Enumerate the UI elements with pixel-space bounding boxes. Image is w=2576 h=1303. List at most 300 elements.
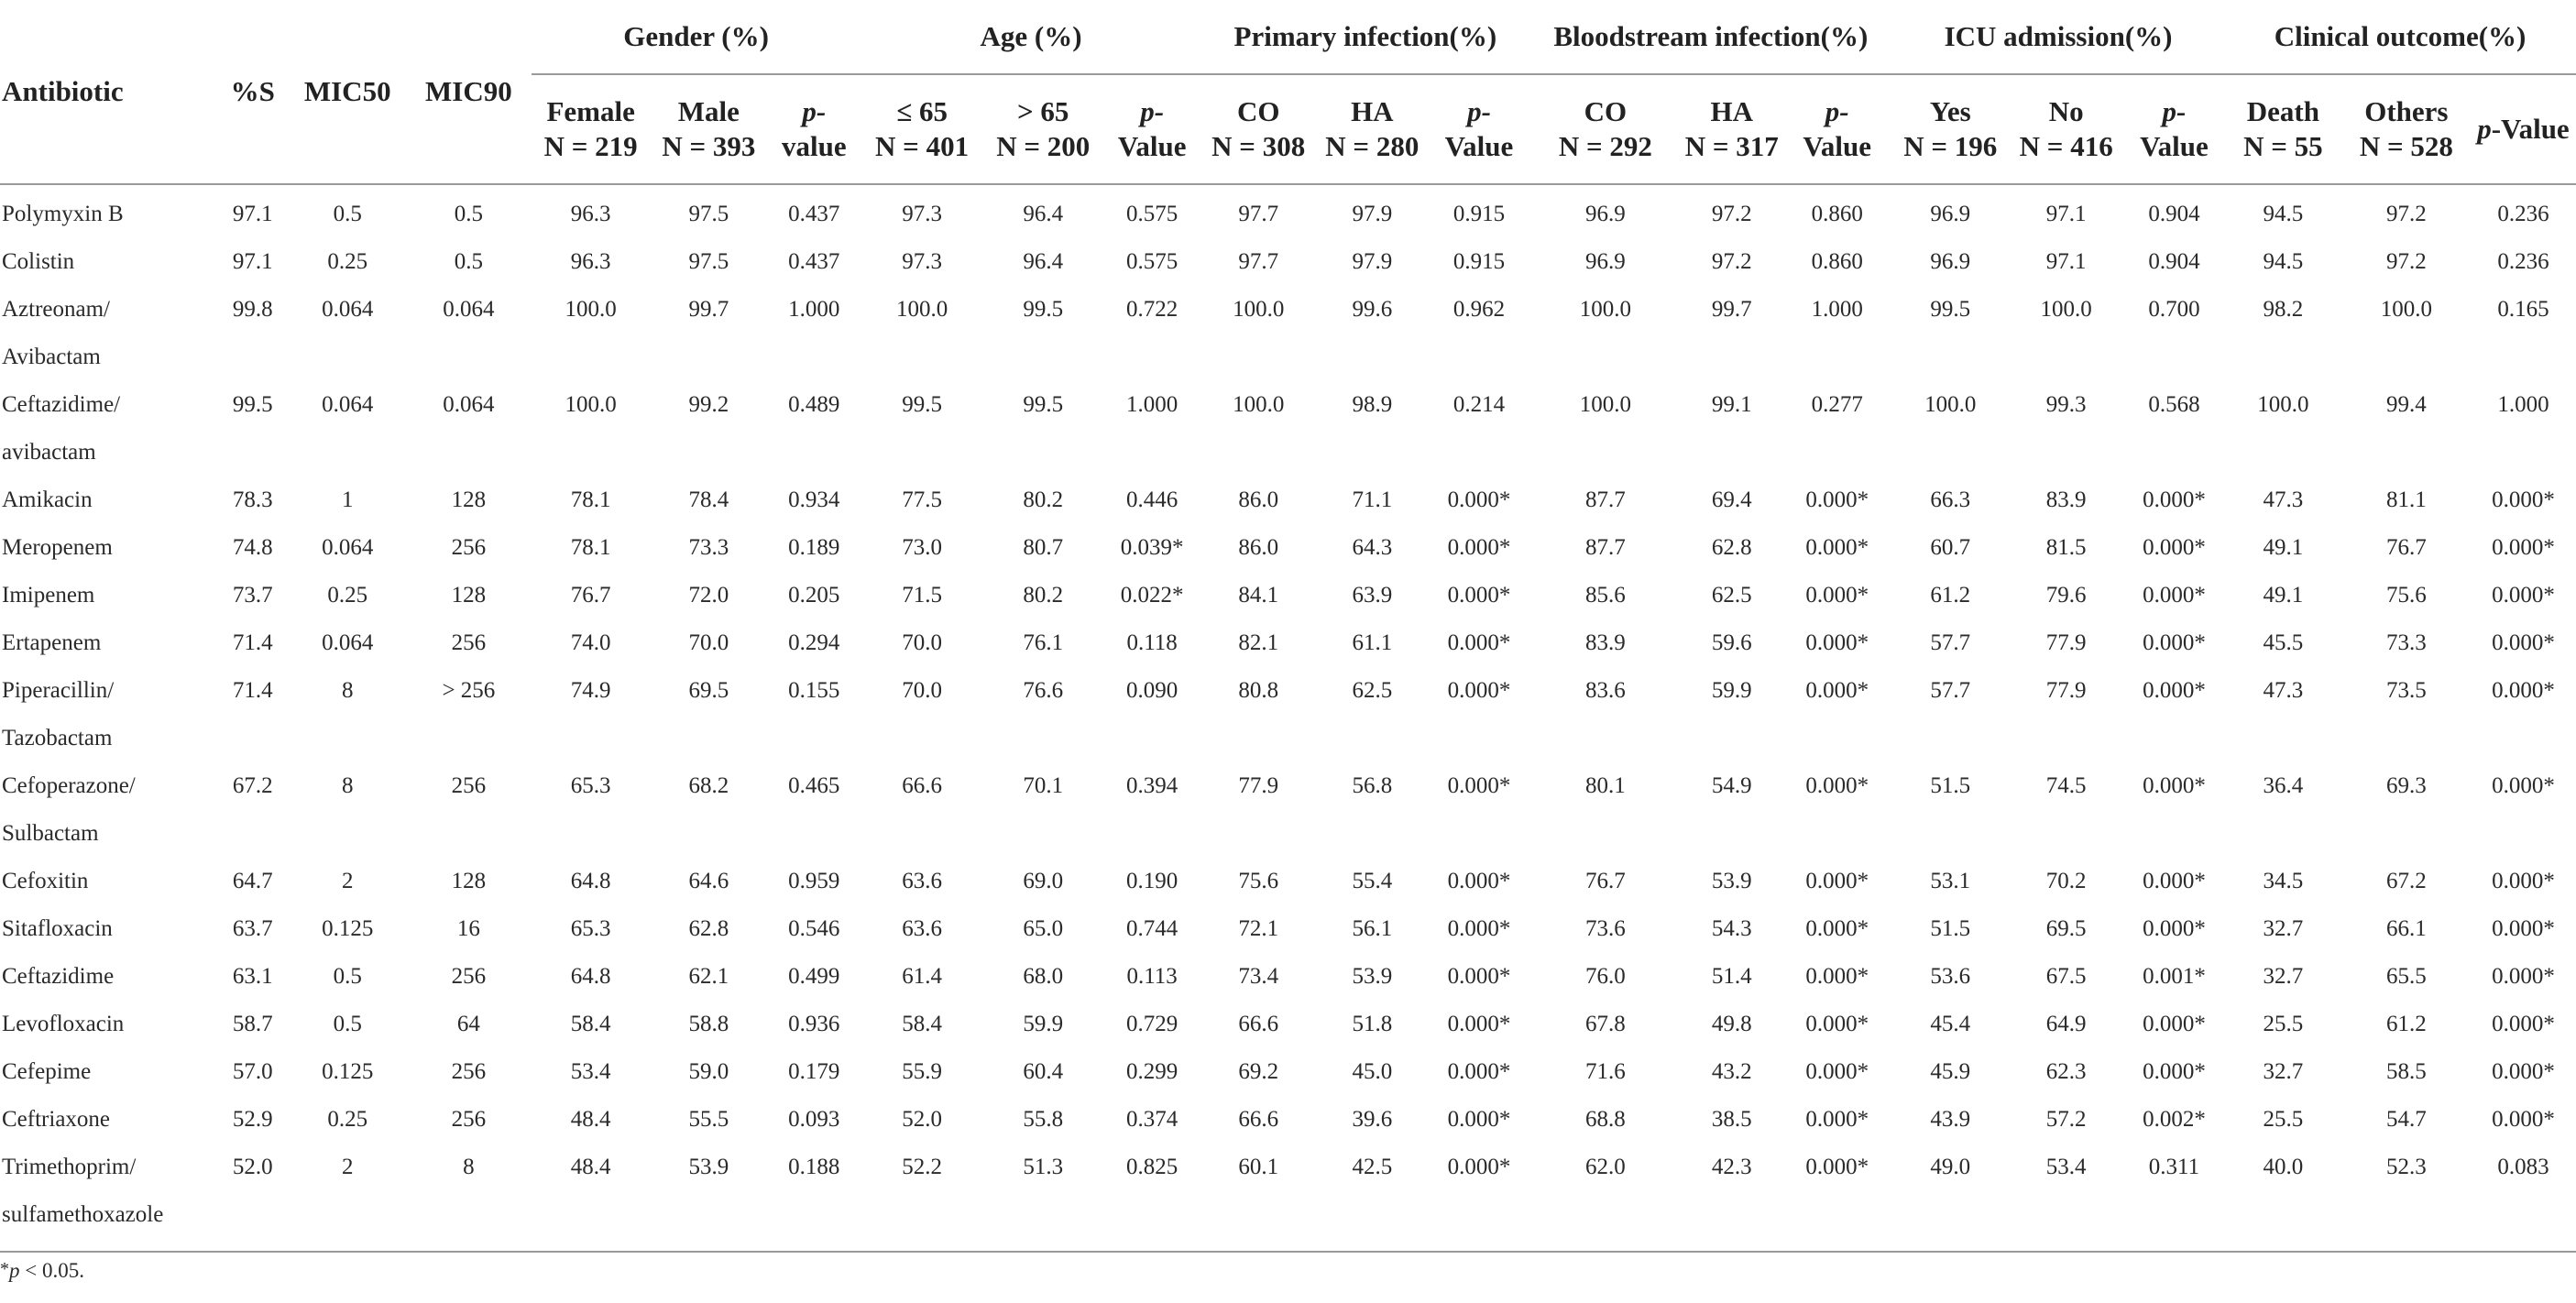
value-cell: 97.9	[1352, 249, 1393, 274]
value-cell: 99.6	[1352, 297, 1393, 322]
table-row	[0, 1048, 2576, 1096]
value-cell: 8	[463, 1155, 475, 1179]
value-cell: 82.1	[1238, 630, 1279, 655]
value-cell: 99.2	[688, 392, 729, 417]
value-cell: 78.3	[232, 487, 273, 512]
header-group-bloodstream-infection: Bloodstream infection(%)	[1529, 0, 1892, 74]
header-primary-ha: HA N = 280	[1315, 74, 1429, 184]
value-cell: 59.6	[1711, 630, 1752, 655]
value-cell: 0.064	[322, 392, 374, 417]
value-cell: 0.064	[443, 392, 495, 417]
value-cell: 47.3	[2263, 487, 2304, 512]
value-cell: 62.5	[1711, 583, 1752, 608]
value-cell: 0.000*	[1447, 1012, 1511, 1036]
value-cell: 97.3	[902, 202, 942, 226]
value-cell: 70.0	[902, 678, 942, 703]
value-cell: 0.188	[788, 1155, 840, 1179]
value-cell: 0.000*	[2143, 583, 2206, 608]
header-blood-p-value: p- Value	[1781, 74, 1892, 184]
value-cell: 80.2	[1023, 487, 1064, 512]
value-cell: 0.118	[1126, 630, 1178, 655]
value-cell: 60.1	[1238, 1155, 1279, 1179]
value-cell: 52.3	[2385, 1155, 2427, 1179]
table-row	[0, 286, 2576, 381]
value-cell: 70.0	[688, 630, 729, 655]
value-cell: 63.6	[902, 869, 942, 893]
value-cell: 51.5	[1930, 916, 1971, 941]
value-cell: 1.000	[1811, 297, 1863, 322]
value-cell: 0.000*	[1447, 630, 1511, 655]
value-cell: 97.2	[2385, 202, 2427, 226]
value-cell: 0.000*	[2143, 678, 2206, 703]
value-cell: 99.7	[688, 297, 729, 322]
value-cell: 97.7	[1238, 249, 1279, 274]
value-cell: 97.1	[232, 249, 273, 274]
value-cell: 0.25	[327, 583, 368, 608]
value-cell: 128	[451, 487, 487, 512]
header-blood-ha: HA N = 317	[1682, 74, 1781, 184]
table-row	[0, 858, 2576, 905]
value-cell: 67.2	[2385, 869, 2427, 893]
value-cell: 78.1	[570, 487, 611, 512]
value-cell: 128	[451, 869, 487, 893]
value-cell: 87.7	[1585, 535, 1626, 560]
value-cell: 0.489	[788, 392, 840, 417]
value-cell: 84.1	[1238, 583, 1279, 608]
value-cell: 0.934	[788, 487, 840, 512]
value-cell: 69.5	[2045, 916, 2087, 941]
value-cell: 0.205	[788, 583, 840, 608]
value-cell: 66.1	[2385, 916, 2427, 941]
header-others: Others N = 528	[2342, 74, 2471, 184]
value-cell: 72.1	[1238, 916, 1279, 941]
value-cell: 99.5	[232, 392, 273, 417]
value-cell: 86.0	[1238, 535, 1279, 560]
value-cell: 55.8	[1023, 1107, 1064, 1132]
value-cell: 256	[451, 535, 487, 560]
value-cell: 69.4	[1711, 487, 1752, 512]
value-cell: 73.3	[2385, 630, 2427, 655]
value-cell: 2	[341, 869, 354, 893]
value-cell: 99.5	[1930, 297, 1971, 322]
value-cell: 72.0	[688, 583, 729, 608]
value-cell: 0.860	[1811, 202, 1863, 226]
value-cell: 40.0	[2263, 1155, 2304, 1179]
value-cell: 0.000*	[1805, 487, 1869, 512]
value-cell: 0.000*	[1805, 916, 1869, 941]
value-cell: 99.5	[902, 392, 942, 417]
value-cell: 0.001*	[2143, 964, 2206, 989]
value-cell: 47.3	[2263, 678, 2304, 703]
value-cell: 100.0	[565, 297, 617, 322]
value-cell: 0.000*	[2143, 535, 2206, 560]
value-cell: 69.5	[688, 678, 729, 703]
value-cell: 38.5	[1711, 1107, 1752, 1132]
value-cell: 70.0	[902, 630, 942, 655]
header-age-p-value: p- Value	[1102, 74, 1201, 184]
value-cell: 0.446	[1126, 487, 1178, 512]
value-cell: 0.000*	[2492, 583, 2555, 608]
value-cell: 0.5	[454, 202, 483, 226]
value-cell: 0.25	[327, 249, 368, 274]
value-cell: 86.0	[1238, 487, 1279, 512]
value-cell: 64.8	[570, 964, 611, 989]
value-cell: 0.000*	[2143, 1012, 2206, 1036]
value-cell: 57.7	[1930, 678, 1971, 703]
table-row	[0, 667, 2576, 762]
value-cell: 80.1	[1585, 773, 1626, 798]
value-cell: 63.9	[1352, 583, 1393, 608]
value-cell: 100.0	[895, 297, 948, 322]
value-cell: 0.000*	[2492, 1107, 2555, 1132]
value-cell: 97.1	[2045, 202, 2087, 226]
value-cell: 0.000*	[2492, 773, 2555, 798]
value-cell: 0.904	[2148, 202, 2200, 226]
header-percent-s: %S	[216, 0, 290, 184]
value-cell: 100.0	[1924, 392, 1977, 417]
table-row	[0, 1144, 2576, 1239]
value-cell: 58.7	[232, 1012, 273, 1036]
value-cell: 71.4	[232, 678, 273, 703]
value-cell: 53.6	[1930, 964, 1971, 989]
table-bottom-rule	[0, 1251, 2576, 1253]
value-cell: 63.6	[902, 916, 942, 941]
table-body	[0, 184, 2576, 1239]
value-cell: 97.9	[1352, 202, 1393, 226]
value-cell: 0.064	[322, 630, 374, 655]
value-cell: 0.179	[788, 1059, 840, 1084]
value-cell: 0.083	[2497, 1155, 2549, 1179]
value-cell: 70.1	[1023, 773, 1064, 798]
value-cell: 45.4	[1930, 1012, 1971, 1036]
header-death: Death N = 55	[2224, 74, 2342, 184]
value-cell: 0.000*	[1447, 773, 1511, 798]
value-cell: 0.000*	[1805, 583, 1869, 608]
value-cell: 0.000*	[2143, 630, 2206, 655]
value-cell: 65.3	[570, 916, 611, 941]
value-cell: 0.5	[333, 1012, 362, 1036]
value-cell: 100.0	[1233, 392, 1285, 417]
value-cell: 56.1	[1352, 916, 1393, 941]
value-cell: 55.9	[902, 1059, 942, 1084]
header-age-le-65: ≤ 65 N = 401	[860, 74, 983, 184]
header-group-gender: Gender (%)	[532, 0, 860, 74]
value-cell: 0.437	[788, 202, 840, 226]
table-row	[0, 524, 2576, 572]
value-cell: 0.000*	[2492, 916, 2555, 941]
value-cell: 76.7	[2385, 535, 2427, 560]
value-cell: 58.4	[902, 1012, 942, 1036]
value-cell: 8	[341, 773, 354, 798]
value-cell: 94.5	[2263, 202, 2304, 226]
value-cell: 64.7	[232, 869, 273, 893]
value-cell: 52.0	[902, 1107, 942, 1132]
value-cell: 60.7	[1930, 535, 1971, 560]
value-cell: 54.3	[1711, 916, 1752, 941]
antibiotic-name-cell: Sitafloxacin	[2, 916, 113, 941]
value-cell: 100.0	[2040, 297, 2092, 322]
value-cell: 0.155	[788, 678, 840, 703]
value-cell: 68.0	[1023, 964, 1064, 989]
value-cell: 53.9	[1352, 964, 1393, 989]
value-cell: 51.3	[1023, 1155, 1064, 1179]
value-cell: 42.3	[1711, 1155, 1752, 1179]
value-cell: 256	[451, 1059, 487, 1084]
antibiotic-name-cell: Ceftazidime	[2, 964, 115, 989]
antibiotic-name-cell: Aztreonam/ Avibactam	[2, 297, 111, 369]
value-cell: 99.7	[1711, 297, 1752, 322]
value-cell: 0.499	[788, 964, 840, 989]
value-cell: 0.277	[1811, 392, 1863, 417]
value-cell: 99.1	[1711, 392, 1752, 417]
value-cell: 32.7	[2263, 916, 2304, 941]
value-cell: 94.5	[2263, 249, 2304, 274]
value-cell: 0.189	[788, 535, 840, 560]
value-cell: 97.1	[232, 202, 273, 226]
value-cell: 61.2	[2385, 1012, 2427, 1036]
value-cell: 78.1	[570, 535, 611, 560]
value-cell: 128	[451, 583, 487, 608]
value-cell: 76.7	[570, 583, 611, 608]
value-cell: 73.0	[902, 535, 942, 560]
value-cell: 45.9	[1930, 1059, 1971, 1084]
value-cell: 0.000*	[2143, 869, 2206, 893]
value-cell: 99.5	[1023, 392, 1064, 417]
value-cell: 0.000*	[1805, 1107, 1869, 1132]
antibiotic-name-cell: Meropenem	[2, 535, 113, 560]
value-cell: 0.190	[1126, 869, 1178, 893]
value-cell: 16	[456, 916, 480, 941]
value-cell: 76.6	[1023, 678, 1064, 703]
value-cell: 0.000*	[2492, 487, 2555, 512]
value-cell: 59.9	[1711, 678, 1752, 703]
table-row	[0, 905, 2576, 953]
value-cell: 75.6	[1238, 869, 1279, 893]
value-cell: 97.1	[2045, 249, 2087, 274]
value-cell: 0.064	[322, 535, 374, 560]
value-cell: 68.2	[688, 773, 729, 798]
value-cell: 99.3	[2045, 392, 2087, 417]
value-cell: 99.4	[2385, 392, 2427, 417]
value-cell: 64.6	[688, 869, 729, 893]
value-cell: 83.9	[2045, 487, 2087, 512]
value-cell: 74.9	[570, 678, 611, 703]
value-cell: 0.000*	[2143, 1059, 2206, 1084]
value-cell: 60.4	[1023, 1059, 1064, 1084]
table-row	[0, 381, 2576, 476]
value-cell: 42.5	[1352, 1155, 1393, 1179]
header-age-gt-65: > 65 N = 200	[983, 74, 1102, 184]
value-cell: 58.4	[570, 1012, 611, 1036]
value-cell: 54.9	[1711, 773, 1752, 798]
value-cell: 49.0	[1930, 1155, 1971, 1179]
value-cell: 0.25	[327, 1107, 368, 1132]
header-group-clinical-outcome: Clinical outcome(%)	[2224, 0, 2576, 74]
value-cell: 77.9	[2045, 678, 2087, 703]
value-cell: 256	[451, 964, 487, 989]
header-mic90: MIC90	[405, 0, 532, 184]
table-row	[0, 1001, 2576, 1048]
value-cell: 81.1	[2385, 487, 2427, 512]
value-cell: 53.4	[570, 1059, 611, 1084]
value-cell: 0.936	[788, 1012, 840, 1036]
value-cell: 64.3	[1352, 535, 1393, 560]
value-cell: 96.3	[570, 249, 611, 274]
value-cell: 74.8	[232, 535, 273, 560]
value-cell: 0.374	[1126, 1107, 1178, 1132]
value-cell: 0.959	[788, 869, 840, 893]
value-cell: 98.2	[2263, 297, 2304, 322]
value-cell: 73.4	[1238, 964, 1279, 989]
header-icu-yes: Yes N = 196	[1892, 74, 2008, 184]
value-cell: 100.0	[2380, 297, 2432, 322]
value-cell: 48.4	[570, 1155, 611, 1179]
value-cell: 34.5	[2263, 869, 2304, 893]
value-cell: 0.000*	[1805, 630, 1869, 655]
value-cell: 0.904	[2148, 249, 2200, 274]
value-cell: 0.125	[322, 916, 374, 941]
value-cell: 100.0	[1233, 297, 1285, 322]
value-cell: 85.6	[1585, 583, 1626, 608]
value-cell: 0.002*	[2143, 1107, 2206, 1132]
value-cell: 74.0	[570, 630, 611, 655]
value-cell: 96.4	[1023, 249, 1064, 274]
header-gender-p-value: p- value	[768, 74, 860, 184]
value-cell: 0.064	[443, 297, 495, 322]
value-cell: 97.2	[1711, 202, 1752, 226]
value-cell: 0.546	[788, 916, 840, 941]
value-cell: 63.7	[232, 916, 273, 941]
value-cell: 59.9	[1023, 1012, 1064, 1036]
value-cell: 87.7	[1585, 487, 1626, 512]
value-cell: 77.5	[902, 487, 942, 512]
value-cell: 0.000*	[2143, 773, 2206, 798]
value-cell: 0.311	[2148, 1155, 2200, 1179]
antibiotic-name-cell: Piperacillin/ Tazobactam	[2, 678, 115, 750]
header-outcome-p-value: p-Value	[2471, 74, 2576, 184]
value-cell: 55.5	[688, 1107, 729, 1132]
value-cell: 256	[451, 1107, 487, 1132]
value-cell: 53.9	[1711, 869, 1752, 893]
value-cell: 61.4	[902, 964, 942, 989]
value-cell: 0.568	[2148, 392, 2200, 417]
header-icu-p-value: p- Value	[2124, 74, 2224, 184]
table-row	[0, 572, 2576, 619]
value-cell: 0.000*	[2143, 916, 2206, 941]
table-header	[0, 0, 2576, 184]
value-cell: 52.0	[232, 1155, 273, 1179]
value-cell: 76.1	[1023, 630, 1064, 655]
header-mic50: MIC50	[290, 0, 405, 184]
value-cell: 0.000*	[1805, 773, 1869, 798]
value-cell: 0.000*	[2492, 535, 2555, 560]
value-cell: 0.000*	[2492, 630, 2555, 655]
value-cell: 63.1	[232, 964, 273, 989]
value-cell: 100.0	[565, 392, 617, 417]
value-cell: 53.1	[1930, 869, 1971, 893]
table-row	[0, 619, 2576, 667]
antibiotic-name-cell: Ertapenem	[2, 630, 102, 655]
value-cell: 0.000*	[1805, 869, 1869, 893]
value-cell: 67.8	[1585, 1012, 1626, 1036]
value-cell: 97.5	[688, 202, 729, 226]
value-cell: 0.825	[1126, 1155, 1178, 1179]
value-cell: 73.7	[232, 583, 273, 608]
value-cell: 25.5	[2263, 1012, 2304, 1036]
value-cell: 0.000*	[1447, 916, 1511, 941]
value-cell: 0.000*	[1805, 535, 1869, 560]
value-cell: 43.9	[1930, 1107, 1971, 1132]
value-cell: 80.7	[1023, 535, 1064, 560]
value-cell: 0.465	[788, 773, 840, 798]
antibiotic-name-cell: Cefoxitin	[2, 869, 89, 893]
value-cell: 1.000	[788, 297, 840, 322]
value-cell: 65.0	[1023, 916, 1064, 941]
antibiotic-name-cell: Cefoperazone/ Sulbactam	[2, 773, 136, 846]
value-cell: 99.8	[232, 297, 273, 322]
value-cell: 45.5	[2263, 630, 2304, 655]
value-cell: 25.5	[2263, 1107, 2304, 1132]
antibiotic-name-cell: Trimethoprim/ sulfamethoxazole	[2, 1155, 164, 1227]
value-cell: 0.000*	[1447, 583, 1511, 608]
value-cell: 8	[341, 678, 354, 703]
header-male: Male N = 393	[650, 74, 768, 184]
value-cell: 96.9	[1930, 249, 1971, 274]
value-cell: 76.0	[1585, 964, 1626, 989]
value-cell: 67.2	[232, 773, 273, 798]
value-cell: 0.236	[2497, 249, 2549, 274]
value-cell: 80.2	[1023, 583, 1064, 608]
value-cell: 32.7	[2263, 964, 2304, 989]
value-cell: 57.2	[2045, 1107, 2087, 1132]
value-cell: 48.4	[570, 1107, 611, 1132]
value-cell: 69.3	[2385, 773, 2427, 798]
value-cell: 71.6	[1585, 1059, 1626, 1084]
value-cell: 80.8	[1238, 678, 1279, 703]
antibiotic-name-cell: Cefepime	[2, 1059, 92, 1084]
value-cell: 0.575	[1126, 249, 1178, 274]
value-cell: 0.000*	[1447, 1059, 1511, 1084]
value-cell: 56.8	[1352, 773, 1393, 798]
value-cell: 100.0	[2257, 392, 2309, 417]
value-cell: 74.5	[2045, 773, 2087, 798]
value-cell: 96.3	[570, 202, 611, 226]
footnote: *p < 0.05.	[0, 1259, 84, 1282]
value-cell: 0.000*	[2492, 964, 2555, 989]
value-cell: 71.4	[232, 630, 273, 655]
value-cell: 0.090	[1126, 678, 1178, 703]
value-cell: 0.064	[322, 297, 374, 322]
value-cell: 62.8	[1711, 535, 1752, 560]
value-cell: 0.000*	[2143, 487, 2206, 512]
antibiotic-name-cell: Levofloxacin	[2, 1012, 125, 1036]
value-cell: 0.000*	[1805, 678, 1869, 703]
value-cell: 67.5	[2045, 964, 2087, 989]
antibiotic-name-cell: Polymyxin B	[2, 202, 124, 226]
value-cell: 0.299	[1126, 1059, 1178, 1084]
value-cell: 49.8	[1711, 1012, 1752, 1036]
value-cell: 43.2	[1711, 1059, 1752, 1084]
table-row	[0, 476, 2576, 524]
header-blood-co: CO N = 292	[1529, 74, 1683, 184]
value-cell: 0.000*	[1447, 869, 1511, 893]
value-cell: 0.000*	[1447, 964, 1511, 989]
value-cell: 100.0	[1579, 297, 1632, 322]
value-cell: 97.2	[2385, 249, 2427, 274]
value-cell: 0.000*	[1805, 964, 1869, 989]
value-cell: 0.000*	[1805, 1059, 1869, 1084]
value-cell: 0.000*	[2492, 869, 2555, 893]
